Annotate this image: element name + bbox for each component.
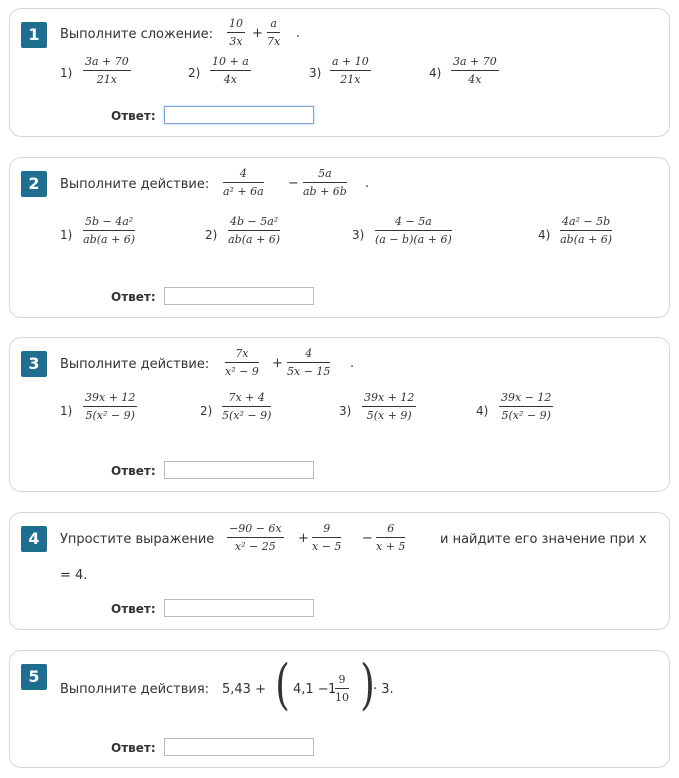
- expr-fraction-2: $\frac{4}{5x - 15}$: [287, 347, 331, 378]
- option-fraction-3: $\frac{a + 10}{21x}$: [332, 55, 369, 86]
- option-label-2: 2): [205, 228, 218, 242]
- expr-part-a: 5,43 +: [222, 682, 266, 697]
- expr-operator: −: [288, 176, 299, 191]
- expr-part-c: · 3.: [373, 682, 394, 697]
- right-paren: ): [360, 653, 375, 716]
- option-label-4: 4): [538, 228, 551, 242]
- task-prompt-tail-2: = 4.: [60, 568, 88, 583]
- answer-input[interactable]: [164, 599, 314, 617]
- option-fraction-2: $\frac{10 + a}{4x}$: [212, 55, 249, 86]
- option-fraction-1: $\frac{\text{5b − 4a²}}{ab(a + 6)}$: [83, 215, 136, 246]
- expr-end: .: [365, 176, 370, 191]
- option-fraction-4: $\frac{3a + 70}{4x}$: [453, 55, 497, 86]
- task-number-badge: 5: [21, 664, 47, 690]
- answer-label: Ответ:: [111, 464, 156, 478]
- option-fraction-1: $\frac{39x + 12}{\text{5(x² − 9)}}$: [85, 391, 136, 422]
- answer-input[interactable]: [164, 287, 314, 305]
- task-prompt: Выполните действия:: [60, 682, 210, 697]
- expr-operator: +: [272, 356, 283, 371]
- task-prompt: Упростите выражение: [60, 532, 215, 547]
- task-card-2: [9, 157, 670, 318]
- mixed-number-fraction: $\frac{9}{10}$: [335, 673, 349, 704]
- expr-operator-1: +: [298, 531, 309, 546]
- answer-label: Ответ:: [111, 290, 156, 304]
- task-prompt: Выполните сложение:: [60, 27, 214, 42]
- expr-operator-2: −: [362, 531, 373, 546]
- expr-end: .: [296, 26, 301, 41]
- option-label-4: 4): [476, 404, 489, 418]
- mixed-number-whole: 1: [328, 682, 337, 697]
- option-fraction-3: $\frac{4 - 5a}{(a - b)(a + 6)}$: [375, 215, 452, 246]
- answer-input[interactable]: [164, 461, 314, 479]
- option-label-3: 3): [352, 228, 365, 242]
- expr-operator: +: [252, 26, 263, 41]
- option-label-3: 3): [309, 66, 322, 80]
- task-number-badge: 4: [21, 526, 47, 552]
- option-fraction-1: $\frac{3a + 70}{21x}$: [85, 55, 129, 86]
- task-card-5: [9, 650, 670, 768]
- option-fraction-3: $\frac{39x + 12}{5(x + 9)}$: [364, 391, 415, 422]
- expr-fraction-1: $\frac{10}{3x}$: [229, 17, 243, 48]
- answer-label: Ответ:: [111, 602, 156, 616]
- task-card-4: [9, 512, 670, 630]
- answer-label: Ответ:: [111, 741, 156, 755]
- answer-label: Ответ:: [111, 109, 156, 123]
- task-number-badge: 1: [21, 22, 47, 48]
- task-card-1: [9, 8, 670, 137]
- expr-fraction-2: $\frac{a}{7x}$: [267, 17, 281, 48]
- option-label-4: 4): [429, 66, 442, 80]
- task-prompt: Выполните действие:: [60, 177, 210, 192]
- left-paren: (: [275, 653, 290, 716]
- option-fraction-4: $\frac{39x - 12}{\text{5(x² − 9)}}$: [501, 391, 552, 422]
- task-prompt-tail: и найдите его значение при x: [440, 532, 647, 547]
- option-fraction-2: $\frac{7x + 4}{\text{5(x² − 9)}}$: [222, 391, 272, 422]
- task-prompt: Выполните действие:: [60, 357, 210, 372]
- task-number-badge: 3: [21, 351, 47, 377]
- expr-fraction-1: $\frac{7x}{\text{x² − 9}}$: [225, 347, 259, 378]
- option-label-1: 1): [60, 66, 73, 80]
- answer-input[interactable]: [164, 738, 314, 756]
- option-label-2: 2): [188, 66, 201, 80]
- option-fraction-4: $\frac{\text{4a² − 5b}}{ab(a + 6)}$: [560, 215, 613, 246]
- answer-input[interactable]: [164, 106, 314, 124]
- expr-fraction-3: $\frac{6}{x + 5}$: [376, 522, 406, 553]
- option-label-1: 1): [60, 404, 73, 418]
- expr-fraction-2: $\frac{9}{x - 5}$: [312, 522, 342, 553]
- task-card-3: [9, 337, 670, 492]
- option-label-2: 2): [200, 404, 213, 418]
- expr-fraction-1: $\frac{4}{\text{a² + 6a}}$: [223, 167, 264, 198]
- expr-end: .: [350, 356, 355, 371]
- task-number-badge: 2: [21, 171, 47, 197]
- option-label-1: 1): [60, 228, 73, 242]
- option-label-3: 3): [339, 404, 352, 418]
- expr-fraction-2: $\frac{5a}{ab + 6b}$: [303, 167, 347, 198]
- expr-fraction-1: $\frac{-90 - 6x}{\text{x² − 25}}$: [229, 522, 282, 553]
- expr-part-b: 4,1 −: [293, 682, 329, 697]
- option-fraction-2: $\frac{\text{4b − 5a²}}{ab(a + 6)}$: [228, 215, 281, 246]
